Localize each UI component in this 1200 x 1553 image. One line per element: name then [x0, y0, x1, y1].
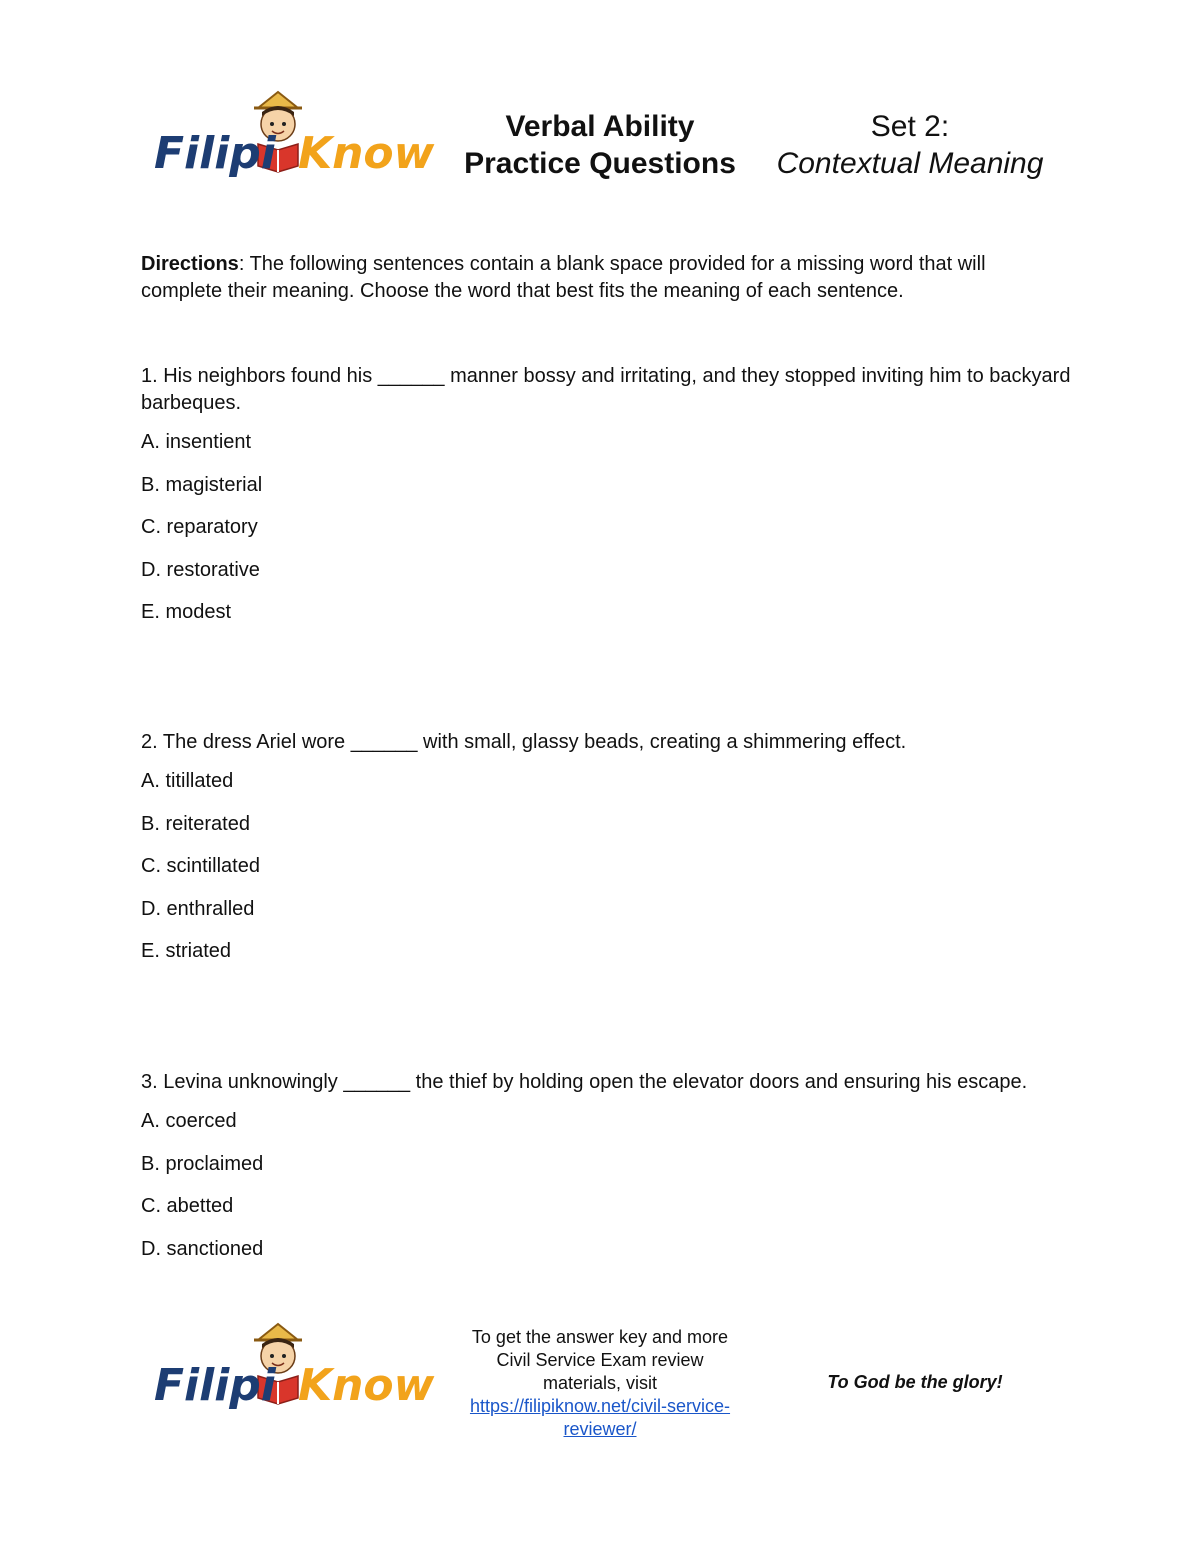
set-label: Set 2: [870, 110, 950, 143]
choice-c: C. abetted [141, 1195, 234, 1217]
question-stem: 2. The dress Ariel wore ______ with small, glassy beads, creating a shimmering effect. [141, 731, 907, 753]
choice-c: C. scintillated [141, 855, 260, 877]
reviewer-link-line-1[interactable]: https://filipiknow.net/civil-service- [469, 1396, 731, 1416]
choice-a: A. titillated [141, 770, 234, 792]
filipiknow-logo [150, 86, 435, 196]
question-stem: 3. Levina unknowingly ______ the thief by holding open the elevator doors and ensuring his escape. [141, 1071, 1028, 1093]
question-3 [141, 1069, 1071, 1279]
choice-b: B. reiterated [141, 812, 250, 835]
choice-b: B. proclaimed [141, 1152, 264, 1175]
choice-e: E. striated [141, 940, 232, 962]
footer-note [450, 1326, 750, 1441]
footer-line-1: To get the answer key and more [471, 1327, 729, 1347]
filipiknow-logo-graphic [150, 1318, 435, 1428]
logo-text-filipi: Filipi [154, 128, 276, 179]
directions [141, 251, 1071, 305]
reviewer-link-line-2[interactable]: reviewer/ [563, 1419, 637, 1439]
choice-e: E. modest [141, 601, 232, 623]
hat-icon [258, 92, 298, 108]
question-1 [141, 363, 1071, 643]
choice-c: C. reparatory [141, 516, 258, 538]
directions-text: : The following sentences contain a blank space provided for a missing word that will complete their meaning. Choose the word that best fits the meaning of each sentence. [141, 253, 986, 302]
choice-b: B. magisterial [141, 473, 263, 496]
page-title [440, 108, 760, 182]
footer-line-3: materials, visit [542, 1373, 658, 1393]
logo-text-know: Know [298, 128, 435, 179]
footer-motto: To God be the glory! [827, 1372, 1003, 1392]
title-line-1: Verbal Ability [505, 110, 695, 143]
title-line-2: Practice Questions [464, 147, 736, 180]
choice-d: D. enthralled [141, 897, 255, 920]
footer-line-2: Civil Service Exam review [496, 1350, 704, 1370]
choice-a: A. coerced [141, 1110, 237, 1132]
reviewer-link[interactable] [450, 1395, 750, 1441]
question-2 [141, 729, 1071, 982]
choice-d: D. restorative [141, 558, 260, 581]
filipiknow-logo-graphic [150, 86, 435, 196]
question-stem: 1. His neighbors found his ______ manner bossy and irritating, and they stopped inviting him to backyard barbeques. [141, 365, 1071, 414]
set-heading [760, 108, 1060, 182]
directions-label: Directions [141, 253, 239, 275]
set-subtitle: Contextual Meaning [776, 147, 1044, 180]
hat-icon [258, 1324, 298, 1340]
filipiknow-footer-logo [150, 1318, 435, 1428]
logo-text-filipi: Filipi [154, 1360, 276, 1411]
logo-text-know: Know [298, 1360, 435, 1411]
choice-a: A. insentient [141, 431, 252, 453]
choice-d: D. sanctioned [141, 1237, 264, 1260]
